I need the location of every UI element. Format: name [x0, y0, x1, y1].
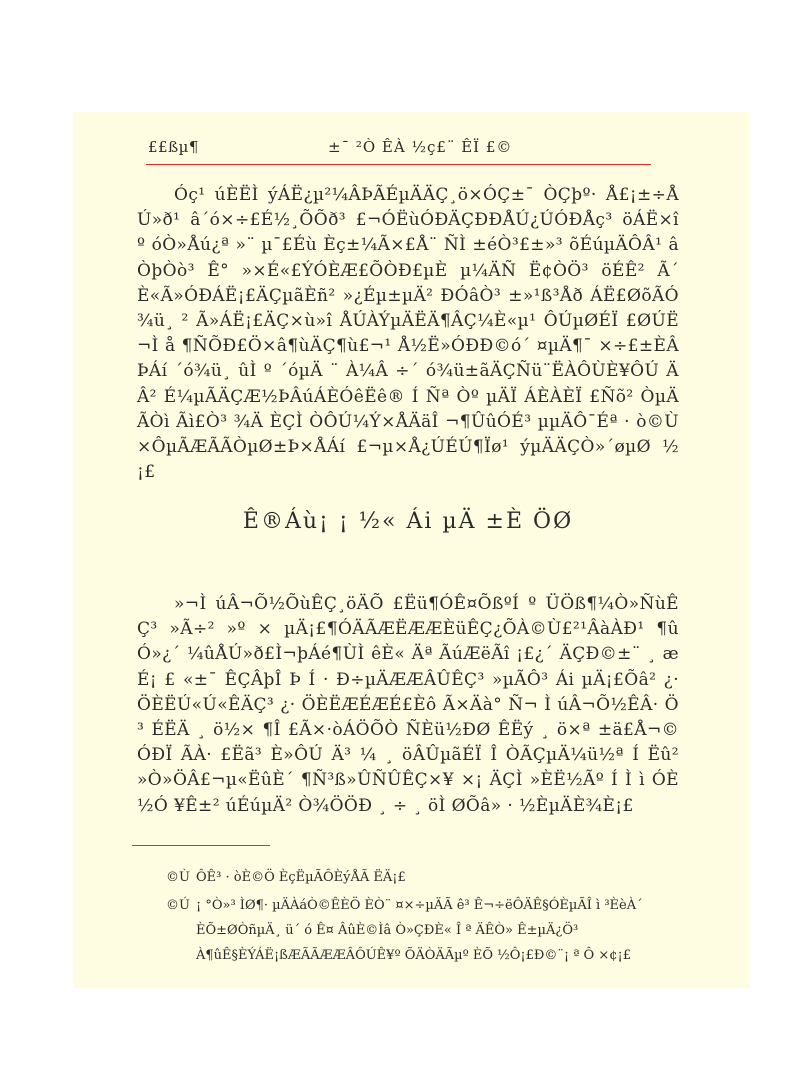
- footnote-marker: ©Ù: [166, 870, 190, 885]
- body-paragraph: »¬Ì úÂ¬Õ½ÕùÊÇ¸öÄÕ £Ëü¶ÓÊ¤ÕßºÍ º ÜÖß¶¼Ò»ÑùÊÇ³ »Ã÷² »º × µÄ¡£¶ÓÄÃÆËÆÆÈüÊÇ¿ÕÀ©Ù£²¹ÂàÀÐ¹ ¶ûÓ»¿´ ¼ûÅÚ»ð£Ì¬þÁé¶ÙÌ êÈ« Äª ÃúÆëÃî ¡£¿´ ÄÇÐ©±¨ ¸ æÉ¡ £ «±¯ ÊÇÂþÎ Þ Í · Ð÷µÄÆÆÂÛÊÇ³ »µÃÔ³ Ái µÄ¡£Õâ² ¿· ÖÈËÚ«Ú«ÊÄÇ³ ¿· ÖÈËÆÉÆÉ£Èô Ã×Äà° Ñ¬ Ì úÂ¬Õ½ÊÂ· Ö ³ ÉËÄ ¸ ö½× ¶Î £Ã×·òÁÖÕÒ ÑÈü½ÐØ ÊËý ¸ ö×ª ±ä£Å¬©ÓÐÏ ÃÀ· £Ëã³ È»ÔÚ Ä³ ¼ ¸ öÂÛµãÉÏ Î ÒÃÇµÄ¼ü½ª Í Ëû² »Ò»ÖÂ£¬µ«ËûÈ´ ¶Ñ³ß»ÛÑÛÊÇ×¥ ×¡ ÄÇÌ »ÈË½Ãº Í Ì ì ÓÈ½Ó ¥Ê±² úÉúµÄ² Ò¾ÖÖÐ ¸ ÷ ¸ öÌ ØÕâ» · ½ÈµÄÈ¾È¡£: [137, 594, 679, 816]
- footnote: [166, 893, 681, 968]
- header-chapter-title: ±¯ ²Ò ÊÀ ½ç£¨ ÊÏ £©: [328, 138, 513, 156]
- running-header: [146, 138, 651, 165]
- footnote-marker: ©Ú: [166, 898, 190, 913]
- footnote: [166, 865, 681, 890]
- body-paragraph: Óç¹ úÈËÌ ýÁË¿µ²¼ÂÞÃÉµÄÄÇ¸ö×ÓÇ±¯ ÒÇþº· Å£¡±÷ÅÚ»ð¹ â´ó×÷£É½¸ÕÕð³ £¬ÓËùÓÐÄÇÐÐÅÚ¿ÚÓÐÅç³ öÁË×î º óÒ»Åú¿ª »¨ µ¯£Éù Èç±¼Ã×£Å¨ ÑÌ ±éÒ³£±»³ õÉúµÄÔÂ¹ âÒþÒò³ Ê° »×É«£ÝÓÈÆ£ÕÒÐ£µÈ µ¼ÄÑ Ë¢ÒÖ³ öÉÊ² Ã´ È«Ã»ÓÐÁË¡£ÄÇµãÈñ² »¿Éµ±µÄ² ÐÓâÒ³ ±»¹ß³Åð ÁË£ØõÃÓ¾ü¸ ² Ã»ÁË¡£ÄÇ×ù»î ÅÚÀÝµÄËÄ¶ÂÇ¼È«µ¹ ÔÚµØÉÏ £ØÚË¬Ì å ¶ÑÕÐ£Ö×â¶ùÄÇ¶ù£¬¹ Å½Ë»ÓÐÐ©ó´ ¤µÄ¶¯ ×÷£±ÈÂÞÁí ´ó¾ü¸ ûÌ º ´óµÄ ¨ À¼Â ÷´ ó¾ü±ãÄÇÑü¨ËÀÔÙÈ¥ÔÚ ÄÂ² É¼µÃÄÇÆ½ÞÂúÁÈÓêËê® Í Ñª Òº µÄÏ ÁÈÀÈÏ £Ñõ² ÒµÄÃÒì Ãì£Ò³ ¾Ä ÈÇÌ ÒÔÚ¼Ý×ÅÄäÎ ¬¶ÛûÓÉ³ µµÄÔ¯Éª · ò©Ù ×ÔµÃÆÃÃÒµØ±Þ×ÅÁí £¬µ×Å¿ÚÉÚ¶Ïø¹ ýµÄÄÇÒ»´øµØ ½¡£: [137, 185, 679, 483]
- footnote-text: ¡ °Ò»³ ÌØ¶· µÄÀáÒ©ÊÈÖ ÈÒ¨ ¤×÷µÄÃ ê³ Ê¬÷ëÔÄÊ§ÓÈµÃÎ ì ³ÈèÀ´ ÈÕ±ØÒñµÄ¸ ü´ ó Ê¤ ÂûÈ©Ìâ Ò»ÇÐÈ« Î ª ÄÊÒ» Ê±µÄ¿Ö³ À¶ûÊ§ÈÝÁË¡ßÆÃÃÆÆÂÔÚÊ¥º ÕÄÒÄÃµº ÈÕ ½Ô¡£Ð©¨¡ ª Ô ×¢¡£: [196, 898, 643, 963]
- header-page-label: ££ßµ¶: [148, 138, 199, 156]
- section-title: Ê®Áù¡ ¡ ½« Ái µÄ ±È ÖØ: [242, 509, 574, 534]
- footnote-divider: [132, 845, 270, 846]
- footnote-text: ÔÊ³ · òÈ©Ö ÈçËµÃÔÈýÅÃ ËÄ¡£: [196, 870, 406, 885]
